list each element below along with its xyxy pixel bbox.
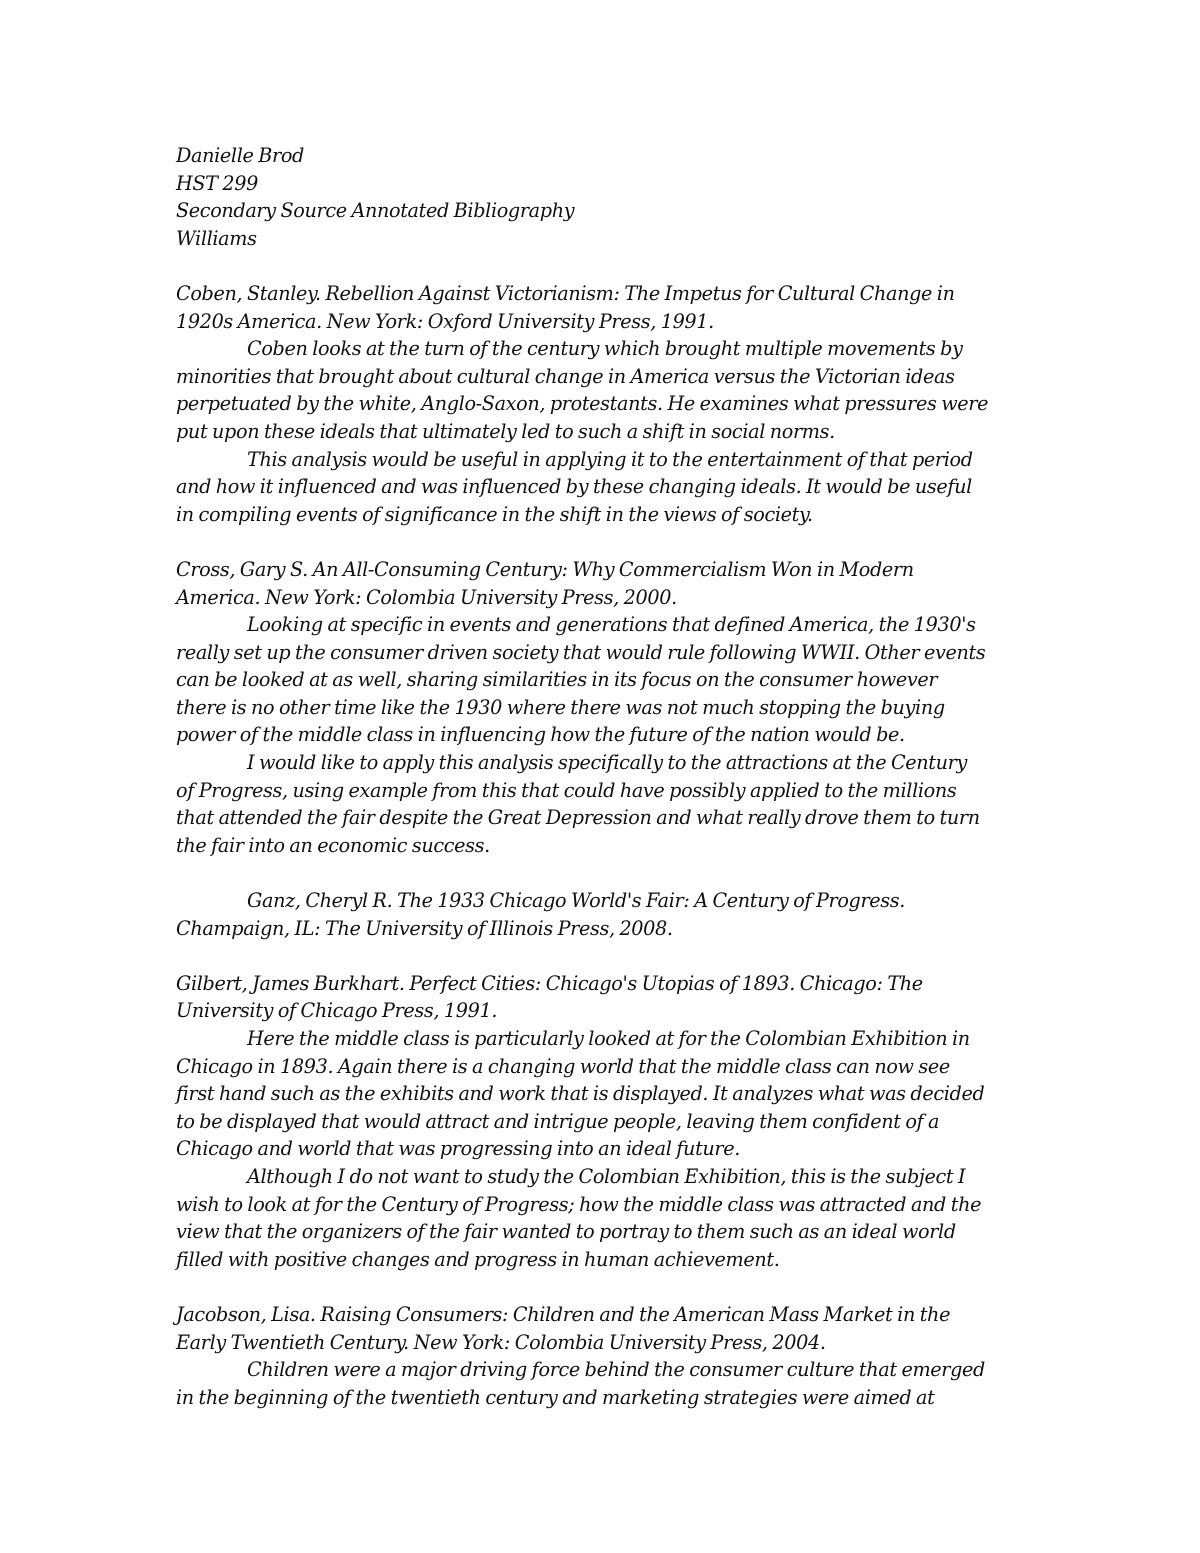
citation-line: Cross, Gary S. An All-Consuming Century: Why Commercialism Won in Modern [176,557,914,581]
summary-line: can be looked at as well, sharing similarities in its focus on the consumer however [176,668,938,692]
summary-line: there is no other time like the 1930 where there was not much stopping the buying [176,695,945,719]
citation-line: Jacobson, Lisa. Raising Consumers: Children and the American Mass Market in the [176,1302,951,1326]
summary-line: in the beginning of the twentieth century and marketing strategies were aimed at [176,1385,935,1409]
citation-line: 1920s America. New York: Oxford University Press, 1991. [176,309,714,333]
summary-line: minorities that brought about cultural change in America versus the Victorian ideas [176,364,955,388]
summary-line: Chicago in 1893. Again there is a changing world that the middle class can now see [176,1054,950,1078]
use-line: This analysis would be useful in applying it to the entertainment of that period [247,447,973,471]
summary-line: Here the middle class is particularly looked at for the Colombian Exhibition in [247,1027,970,1050]
author-name: Danielle Brod [176,144,304,167]
citation-line: University of Chicago Press, 1991. [176,999,498,1023]
use-line: of Progress, using example from this that could have possibly applied to the millions [176,778,957,802]
document-body [176,142,1026,1411]
summary-line: really set up the consumer driven society that would rule following WWII. Other events [176,640,986,664]
citation-line: Champaign, IL: The University of Illinois Press, 2008. [176,916,673,940]
spacer [176,528,1026,556]
use-line: I would like to apply this analysis specifically to the attractions at the Century [247,751,967,775]
bibliography-entry-coben [176,280,1026,528]
citation-line: Coben, Stanley. Rebellion Against Victorianism: The Impetus for Cultural Change in [176,281,955,305]
summary-line: Looking at specific in events and generations that defined America, the 1930's [247,613,976,637]
summary-line: Children were a major driving force behind the consumer culture that emerged [247,1358,985,1382]
summary-line: Coben looks at the turn of the century which brought multiple movements by [247,337,963,361]
spacer [176,942,1026,970]
spacer [176,859,1026,887]
citation-line: Gilbert, James Burkhart. Perfect Cities: Chicago's Utopias of 1893. Chicago: The [176,971,923,995]
use-line: in compiling events of significance in the shift in the views of society. [176,502,813,526]
bibliography-entry-jacobson [176,1301,1026,1411]
summary-line: first hand such as the exhibits and work that is displayed. It analyzes what was decided [176,1082,985,1106]
use-line: the fair into an economic success. [176,833,490,857]
use-line: filled with positive changes and progress in human achievement. [176,1247,780,1271]
citation-line: America. New York: Colombia University Press, 2000. [176,585,677,609]
spacer [176,252,1026,280]
use-line: wish to look at for the Century of Progress; how the middle class was attracted and the [176,1192,982,1216]
summary-line: put upon these ideals that ultimately led to such a shift in social norms. [176,419,835,443]
bibliography-entry-cross [176,556,1026,860]
citation-line: Early Twentieth Century. New York: Colombia University Press, 2004. [176,1330,826,1354]
citation-line: Ganz, Cheryl R. The 1933 Chicago World's Fair: A Century of Progress. [247,889,906,913]
bibliography-entry-ganz [176,887,1026,942]
summary-line: power of the middle class in influencing how the future of the nation would be. [176,723,905,747]
summary-line: Chicago and world that was progressing into an ideal future. [176,1137,741,1161]
use-line: and how it influenced and was influenced by these changing ideals. It would be useful [176,475,972,499]
document-header [176,142,1026,252]
assignment-title: Secondary Source Annotated Bibliography [176,199,575,223]
use-line: that attended the fair despite the Great Depression and what really drove them to turn [176,806,980,830]
course-code: HST 299 [176,171,258,195]
summary-line: to be displayed that would attract and intrigue people, leaving them confident of a [176,1109,940,1133]
use-line: Although I do not want to study the Colombian Exhibition, this is the subject I [247,1164,966,1188]
spacer [176,1273,1026,1301]
instructor-name: Williams [176,226,257,250]
use-line: view that the organizers of the fair wanted to portray to them such as an ideal world [176,1220,956,1244]
summary-line: perpetuated by the white, Anglo-Saxon, protestants. He examines what pressures were [176,392,989,416]
bibliography-entry-gilbert [176,970,1026,1274]
